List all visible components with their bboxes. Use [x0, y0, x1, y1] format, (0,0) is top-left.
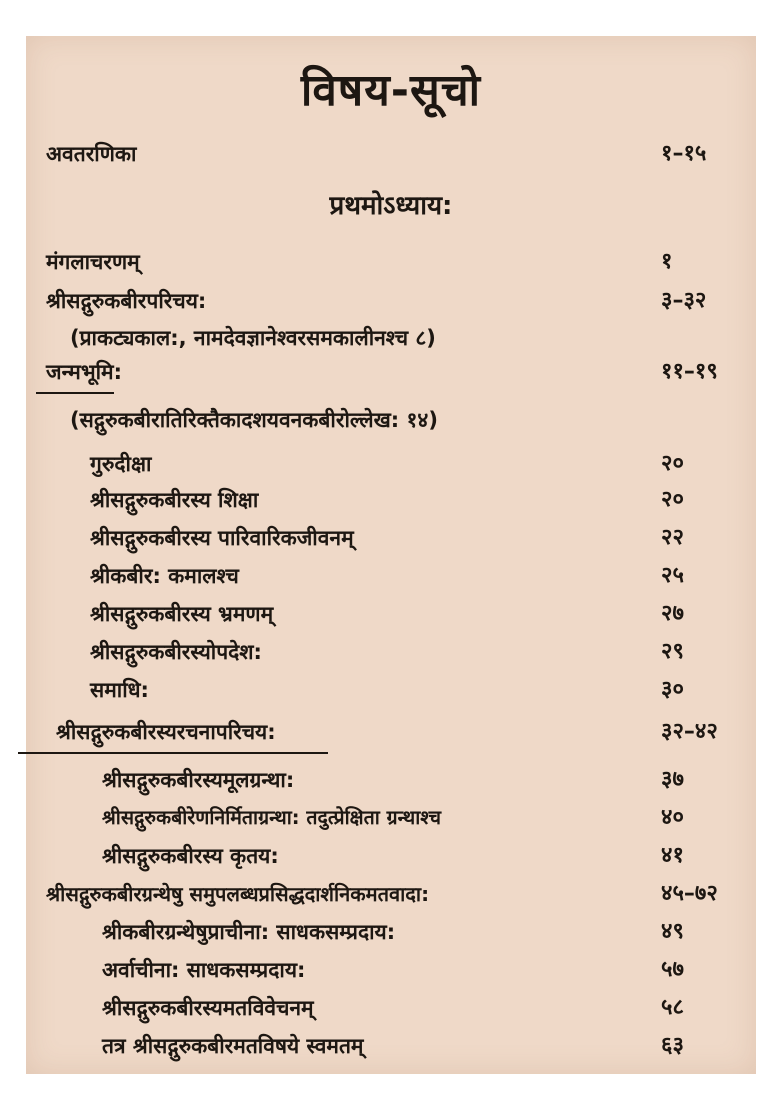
toc-entry-page: ३–३२ [661, 288, 707, 313]
toc-entry-page: ११–१९ [661, 359, 718, 384]
toc-entry [26, 950, 756, 990]
toc-entry [26, 444, 756, 484]
toc-entry-text: श्रीसद्गुरुकबीरस्यरचनापरिचय: [56, 720, 276, 744]
toc-entry [26, 712, 756, 752]
toc-entry-text: तत्र श्रीसद्गुरुकबीरमतविषये स्वमतम् [102, 1034, 364, 1058]
book-page [26, 36, 756, 1074]
toc-entry-text: जन्मभूमि: [46, 360, 122, 384]
toc-entry-text: श्रीसद्गुरुकबीरपरिचय: [46, 289, 207, 313]
toc-entry-page: ५८ [661, 995, 684, 1020]
toc-entry-text: श्रीसद्गुरुकबीरस्यमतविवेचनम् [102, 996, 314, 1020]
toc-entry-text: श्रीकबीर: कमालश्च [90, 564, 239, 588]
toc-entry-page: २० [661, 451, 684, 476]
toc-entry [26, 798, 756, 838]
toc-entry [26, 518, 756, 558]
toc-entry-note [26, 400, 756, 440]
toc-entry-text: श्रीसद्गुरुकबीरस्य शिक्षा [90, 488, 259, 512]
toc-entry-page: १ [661, 249, 673, 274]
toc-entry-page: २० [661, 487, 684, 512]
toc-entry [26, 836, 756, 876]
section-underline [18, 752, 328, 754]
toc-entry-page: ३७ [661, 767, 684, 792]
toc-entry-page: ४५–७२ [661, 881, 718, 906]
toc-entry-text: श्रीसद्गुरुकबीरस्य कृतय: [102, 844, 279, 868]
toc-entry-text: श्रीसद्गुरुकबीरस्योपदेश: [90, 640, 262, 664]
toc-entry-page: ६३ [661, 1033, 684, 1058]
toc-entry-page: २५ [661, 563, 684, 588]
toc-entry [26, 594, 756, 634]
toc-entry-text: श्रीसद्गुरुकबीरेणनिर्मिताग्रन्था: तदुत्प्रेक्षिता ग्रन्थाश्च [102, 806, 441, 829]
toc-entry [26, 480, 756, 520]
toc-entry-text: (प्राकट्यकाल:, नामदेवज्ञानेश्वरसमकालीनश्च ८) [70, 326, 436, 350]
toc-entry-text: श्रीसद्गुरुकबीरग्रन्थेषु समुपलब्धप्रसिद्धदार्शनिकमतवादा: [46, 882, 430, 906]
toc-entry [26, 1026, 756, 1066]
toc-entry-page: १–१५ [661, 141, 707, 166]
toc-entry [26, 760, 756, 800]
toc-entry [26, 352, 756, 392]
toc-entry-text: अर्वाचीना: साधकसम्प्रदाय: [102, 958, 306, 982]
toc-entry-text: समाधि: [90, 678, 149, 702]
toc-entry-page: २७ [661, 601, 684, 626]
toc-entry-text: अवतरणिका [46, 142, 137, 166]
toc-entry-text: श्रीकबीरग्रन्थेषुप्राचीना: साधकसम्प्रदाय: [102, 920, 396, 944]
toc-entry-text: श्रीसद्गुरुकबीरस्यमूलग्रन्था: [102, 768, 295, 792]
toc-entry [26, 556, 756, 596]
toc-entry-page: २९ [661, 639, 684, 664]
toc-entry-text: श्रीसद्गुरुकबीरस्य पारिवारिकजीवनम् [90, 526, 354, 550]
toc-entry-text: (सद्गुरुकबीरातिरिक्तैकादशयवनकबीरोल्लेख: १४) [70, 408, 438, 432]
toc-entry [26, 874, 756, 914]
page-title: विषय-सूचो [300, 65, 482, 116]
toc-entry [26, 670, 756, 710]
toc-entry [26, 912, 756, 952]
toc-entry [26, 988, 756, 1028]
toc-entry-page: २२ [661, 525, 684, 550]
section-underline [36, 392, 114, 394]
chapter-heading: प्रथमोऽध्याय: [329, 191, 453, 221]
toc-entry-text: गुरुदीक्षा [90, 452, 152, 476]
toc-entry-text: श्रीसद्गुरुकबीरस्य भ्रमणम् [90, 602, 274, 626]
toc-entry-page: ४१ [661, 843, 684, 868]
toc-entry [26, 242, 756, 282]
toc-entry-text: मंगलाचरणम् [46, 250, 140, 274]
toc-entry [26, 281, 756, 321]
toc-entry-page: ४० [661, 805, 684, 830]
toc-entry-page: ४९ [661, 919, 684, 944]
toc-entry-page: ३० [661, 677, 684, 702]
toc-entry [26, 632, 756, 672]
toc-entry-page: ३२–४२ [661, 719, 718, 744]
toc-entry-page: ५७ [661, 957, 684, 982]
toc-entry [26, 134, 756, 174]
